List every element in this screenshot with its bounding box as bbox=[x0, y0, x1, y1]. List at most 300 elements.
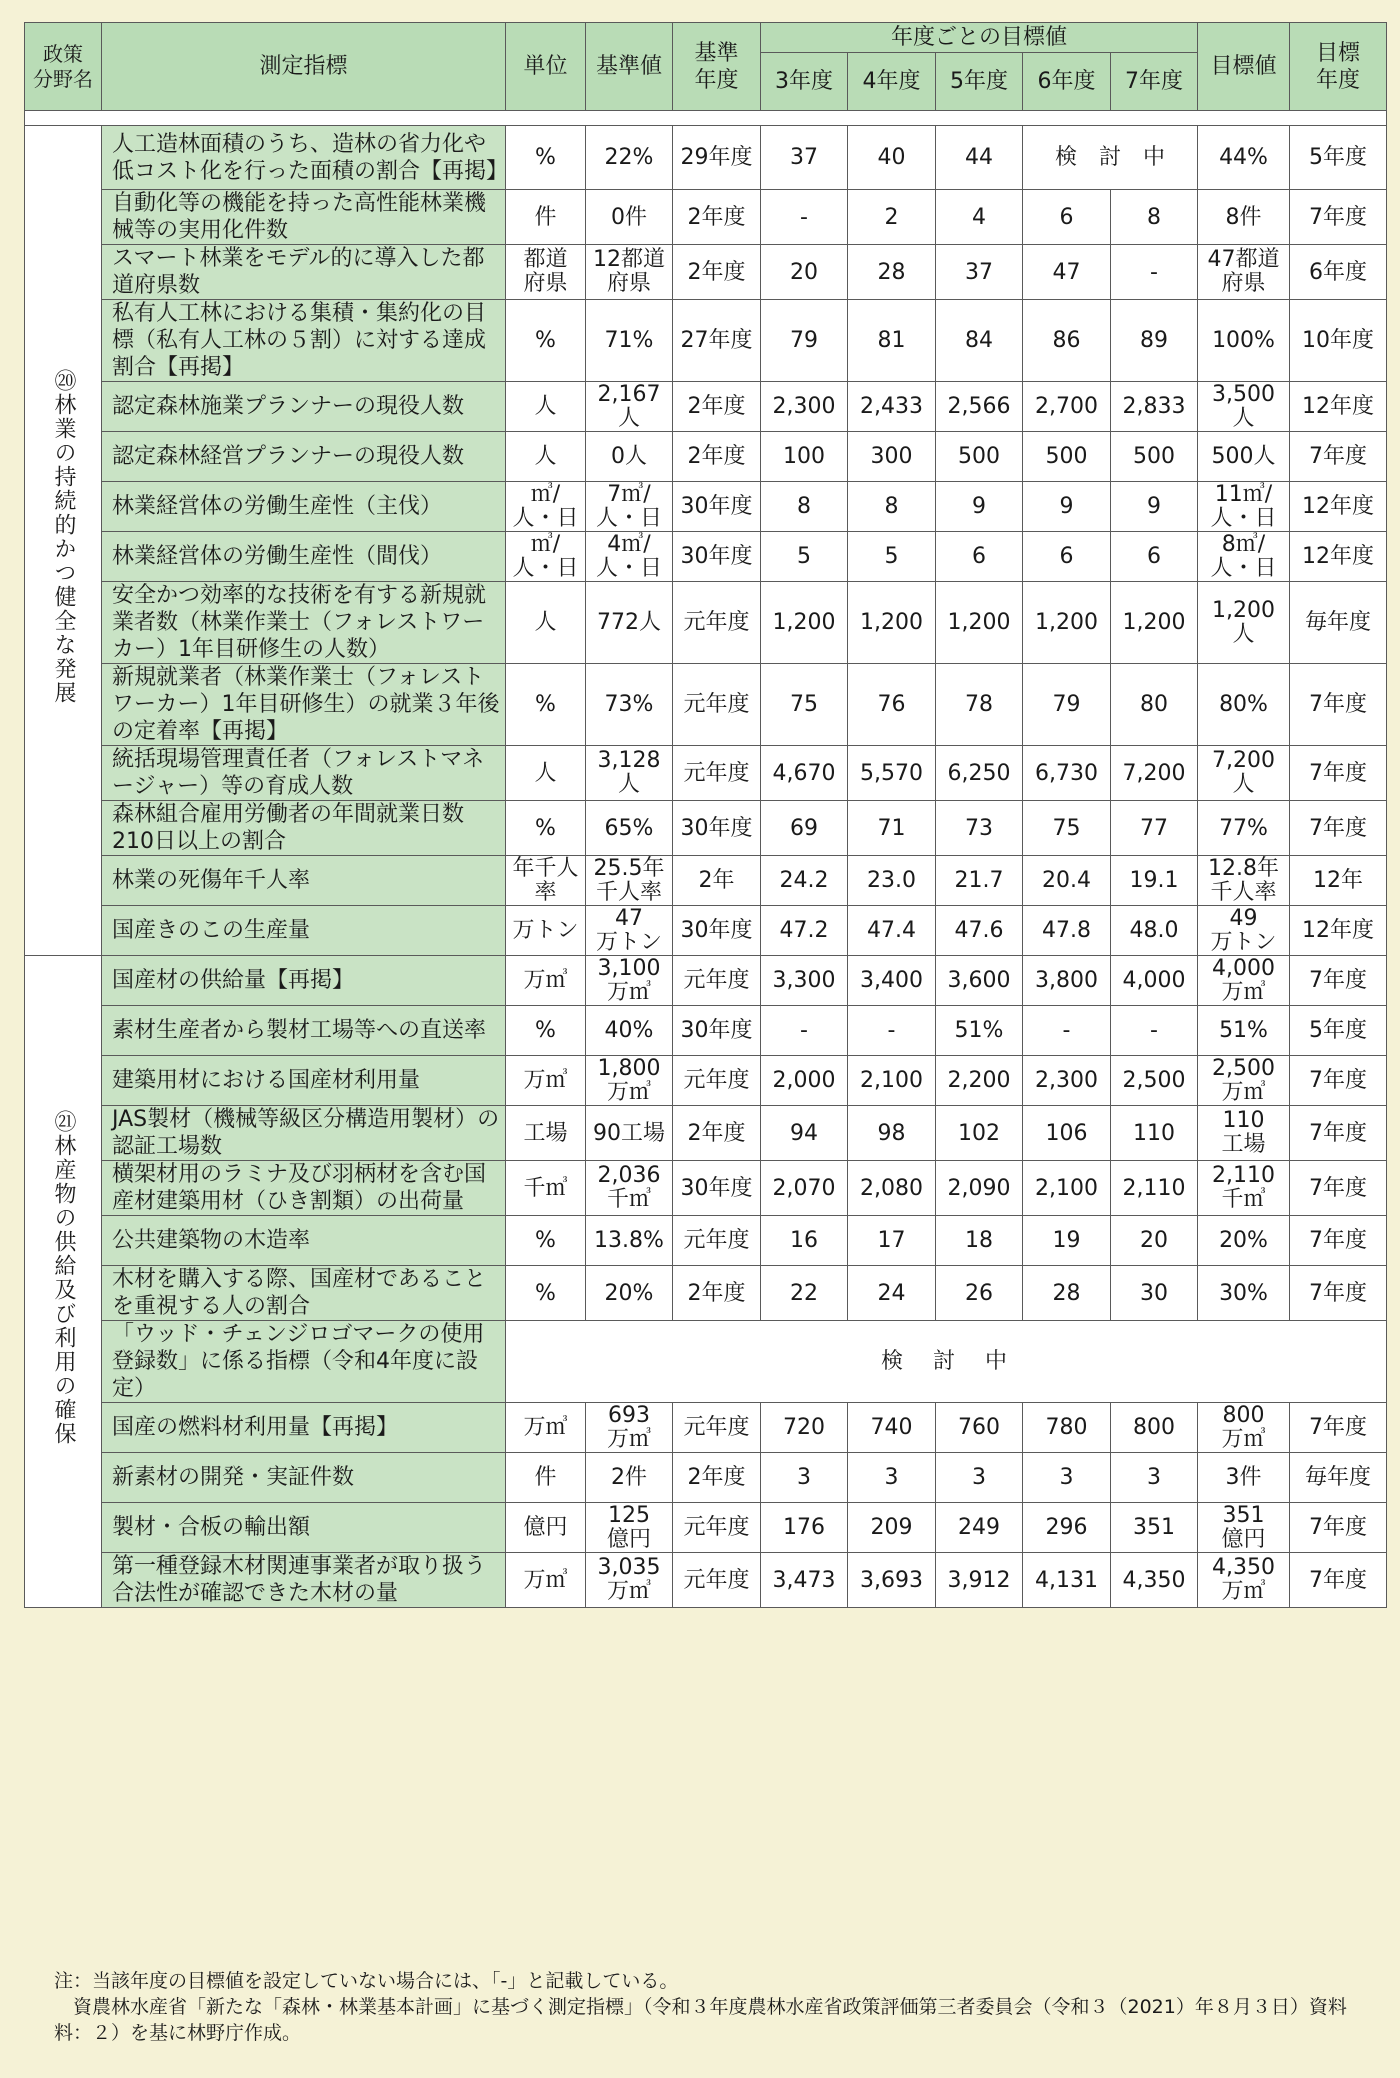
base-value-cell: 693 万㎥ bbox=[586, 1403, 673, 1453]
target-value-cell: 3,500 人 bbox=[1198, 382, 1290, 432]
year-5-cell: 9 bbox=[936, 482, 1023, 532]
base-value-cell: 4㎥/ 人・日 bbox=[586, 532, 673, 582]
header-base-value: 基準値 bbox=[586, 23, 673, 111]
table-row bbox=[25, 245, 1387, 300]
year-4-cell: 28 bbox=[848, 245, 936, 300]
policy-area-cell bbox=[25, 126, 102, 956]
target-year-cell: 7年度 bbox=[1290, 1056, 1387, 1106]
base-year-cell: 2年度 bbox=[673, 1106, 761, 1161]
target-value-cell: 2,500 万㎥ bbox=[1198, 1056, 1290, 1106]
table-row bbox=[25, 382, 1387, 432]
target-year-cell: 12年度 bbox=[1290, 532, 1387, 582]
target-value-cell: 2,110 千㎥ bbox=[1198, 1161, 1290, 1216]
unit-cell: 件 bbox=[506, 190, 586, 245]
table-row bbox=[25, 1216, 1387, 1266]
base-value-cell: 65% bbox=[586, 801, 673, 856]
unit-cell: 都道 府県 bbox=[506, 245, 586, 300]
year-6-cell: 19 bbox=[1023, 1216, 1111, 1266]
year-5-cell: 6,250 bbox=[936, 746, 1023, 801]
target-value-cell: 49 万トン bbox=[1198, 906, 1290, 956]
year-3-cell: 37 bbox=[761, 126, 848, 190]
table-row bbox=[25, 956, 1387, 1006]
year-6-cell: 780 bbox=[1023, 1403, 1111, 1453]
indicator-cell: 人工造林面積のうち、造林の省力化や低コスト化を行った面積の割合【再掲】 bbox=[102, 126, 506, 190]
indicator-cell: 林業の死傷年千人率 bbox=[102, 856, 506, 906]
year-4-cell: 300 bbox=[848, 432, 936, 482]
year-6-cell: 4,131 bbox=[1023, 1553, 1111, 1608]
year-5-cell: 760 bbox=[936, 1403, 1023, 1453]
year-4-cell: 2 bbox=[848, 190, 936, 245]
year-5-cell: 3,600 bbox=[936, 956, 1023, 1006]
year-6-cell: 500 bbox=[1023, 432, 1111, 482]
target-year-cell: 毎年度 bbox=[1290, 1453, 1387, 1503]
year-6-cell: 2,300 bbox=[1023, 1056, 1111, 1106]
unit-cell: ㎥/ 人・日 bbox=[506, 532, 586, 582]
target-year-cell: 7年度 bbox=[1290, 1403, 1387, 1453]
base-value-cell: 7㎥/ 人・日 bbox=[586, 482, 673, 532]
year-6-cell: 6 bbox=[1023, 190, 1111, 245]
base-value-cell: 3,035 万㎥ bbox=[586, 1553, 673, 1608]
year-5-cell: 78 bbox=[936, 664, 1023, 746]
unit-cell: % bbox=[506, 1216, 586, 1266]
base-year-cell: 27年度 bbox=[673, 300, 761, 382]
table-row bbox=[25, 300, 1387, 382]
base-year-cell: 30年度 bbox=[673, 1161, 761, 1216]
target-value-cell: 8㎥/ 人・日 bbox=[1198, 532, 1290, 582]
base-value-cell: 47 万トン bbox=[586, 906, 673, 956]
indicator-cell: 「ウッド・チェンジロゴマークの使用登録数」に係る指標（令和4年度に設定） bbox=[102, 1321, 506, 1403]
header-unit: 単位 bbox=[506, 23, 586, 111]
target-value-cell: 3件 bbox=[1198, 1453, 1290, 1503]
year-3-cell: 20 bbox=[761, 245, 848, 300]
year-7-cell: 800 bbox=[1111, 1403, 1198, 1453]
target-value-cell: 51% bbox=[1198, 1006, 1290, 1056]
year-4-cell: 47.4 bbox=[848, 906, 936, 956]
target-value-cell: 7,200 人 bbox=[1198, 746, 1290, 801]
year-6-cell: 106 bbox=[1023, 1106, 1111, 1161]
unit-cell: 億円 bbox=[506, 1503, 586, 1553]
target-year-cell: 7年度 bbox=[1290, 1161, 1387, 1216]
year-5-cell: 84 bbox=[936, 300, 1023, 382]
target-year-cell: 7年度 bbox=[1290, 1503, 1387, 1553]
year-5-cell: 249 bbox=[936, 1503, 1023, 1553]
unit-cell: 万㎥ bbox=[506, 1403, 586, 1453]
base-value-cell: 2件 bbox=[586, 1453, 673, 1503]
unit-cell: 人 bbox=[506, 582, 586, 664]
year-6-cell: 86 bbox=[1023, 300, 1111, 382]
year-7-cell: 3 bbox=[1111, 1453, 1198, 1503]
policy-area-label: ㉑林産物の供給及び利用の確保 bbox=[51, 1110, 76, 1446]
indicator-cell: 安全かつ効率的な技術を有する新規就業者数（林業作業士（フォレストワーカー）1年目研修生の人数） bbox=[102, 582, 506, 664]
year-6-cell: 3,800 bbox=[1023, 956, 1111, 1006]
year-7-cell: 4,000 bbox=[1111, 956, 1198, 1006]
indicator-cell: 新素材の開発・実証件数 bbox=[102, 1453, 506, 1503]
target-year-cell: 7年度 bbox=[1290, 664, 1387, 746]
target-year-cell: 7年度 bbox=[1290, 956, 1387, 1006]
indicator-cell: 建築用材における国産材利用量 bbox=[102, 1056, 506, 1106]
header-year-7: 7年度 bbox=[1111, 53, 1198, 111]
header-indicator: 測定指標 bbox=[102, 23, 506, 111]
year-7-cell: 9 bbox=[1111, 482, 1198, 532]
year-7-cell: 2,500 bbox=[1111, 1056, 1198, 1106]
target-value-cell: 20% bbox=[1198, 1216, 1290, 1266]
header-target-year: 目標 年度 bbox=[1290, 23, 1387, 111]
base-year-cell: 30年度 bbox=[673, 482, 761, 532]
base-value-cell: 22% bbox=[586, 126, 673, 190]
note-label: 注： bbox=[53, 1970, 92, 1992]
base-year-cell: 2年度 bbox=[673, 245, 761, 300]
target-value-cell: 11㎥/ 人・日 bbox=[1198, 482, 1290, 532]
year-7-cell: 8 bbox=[1111, 190, 1198, 245]
indicator-cell: 素材生産者から製材工場等への直送率 bbox=[102, 1006, 506, 1056]
indicator-cell: 林業経営体の労働生産性（間伐） bbox=[102, 532, 506, 582]
year-3-cell: 8 bbox=[761, 482, 848, 532]
table-row bbox=[25, 1106, 1387, 1161]
table-row bbox=[25, 1266, 1387, 1321]
indicator-cell: スマート林業をモデル的に導入した都道府県数 bbox=[102, 245, 506, 300]
header-spacer bbox=[25, 111, 1387, 126]
note-row bbox=[46, 1968, 1366, 1994]
year-7-cell: 6 bbox=[1111, 532, 1198, 582]
table-row bbox=[25, 190, 1387, 245]
base-value-cell: 772人 bbox=[586, 582, 673, 664]
target-year-cell: 5年度 bbox=[1290, 126, 1387, 190]
year-4-cell: 17 bbox=[848, 1216, 936, 1266]
year-5-cell: 102 bbox=[936, 1106, 1023, 1161]
table-row bbox=[25, 1056, 1387, 1106]
unit-cell: % bbox=[506, 801, 586, 856]
year-5-cell: 3 bbox=[936, 1453, 1023, 1503]
year-5-cell: 18 bbox=[936, 1216, 1023, 1266]
target-year-cell: 7年度 bbox=[1290, 801, 1387, 856]
year-7-cell: 80 bbox=[1111, 664, 1198, 746]
unit-cell: 万トン bbox=[506, 906, 586, 956]
unit-cell: ㎥/ 人・日 bbox=[506, 482, 586, 532]
target-value-cell: 8件 bbox=[1198, 190, 1290, 245]
base-year-cell: 29年度 bbox=[673, 126, 761, 190]
year-3-cell: 2,000 bbox=[761, 1056, 848, 1106]
merged-under-review-cell: 検 討 中 bbox=[506, 1321, 1387, 1403]
base-value-cell: 0件 bbox=[586, 190, 673, 245]
target-value-cell: 800 万㎥ bbox=[1198, 1403, 1290, 1453]
indicator-cell: 認定森林経営プランナーの現役人数 bbox=[102, 432, 506, 482]
base-year-cell: 2年 bbox=[673, 856, 761, 906]
target-year-cell: 毎年度 bbox=[1290, 582, 1387, 664]
target-year-cell: 12年度 bbox=[1290, 906, 1387, 956]
base-value-cell: 1,800 万㎥ bbox=[586, 1056, 673, 1106]
policy-area-cell bbox=[25, 956, 102, 1608]
table-row bbox=[25, 746, 1387, 801]
year-7-cell: 7,200 bbox=[1111, 746, 1198, 801]
unit-cell: % bbox=[506, 1006, 586, 1056]
year-5-cell: 73 bbox=[936, 801, 1023, 856]
target-value-cell: 1,200 人 bbox=[1198, 582, 1290, 664]
table-row bbox=[25, 532, 1387, 582]
target-value-cell: 30% bbox=[1198, 1266, 1290, 1321]
target-year-cell: 6年度 bbox=[1290, 245, 1387, 300]
base-year-cell: 元年度 bbox=[673, 1216, 761, 1266]
unit-cell: % bbox=[506, 126, 586, 190]
base-year-cell: 30年度 bbox=[673, 532, 761, 582]
year-4-cell: 2,080 bbox=[848, 1161, 936, 1216]
target-year-cell: 12年 bbox=[1290, 856, 1387, 906]
base-year-cell: 2年度 bbox=[673, 190, 761, 245]
base-value-cell: 90工場 bbox=[586, 1106, 673, 1161]
year-6-cell: 296 bbox=[1023, 1503, 1111, 1553]
base-value-cell: 2,167 人 bbox=[586, 382, 673, 432]
year-4-cell: 3,693 bbox=[848, 1553, 936, 1608]
policy-area-label: ⑳林業の持続的かつ健全な発展 bbox=[51, 369, 76, 705]
target-value-cell: 351 億円 bbox=[1198, 1503, 1290, 1553]
base-year-cell: 2年度 bbox=[673, 382, 761, 432]
table-row bbox=[25, 582, 1387, 664]
target-year-cell: 7年度 bbox=[1290, 1216, 1387, 1266]
indicator-cell: 国産の燃料材利用量【再掲】 bbox=[102, 1403, 506, 1453]
year-6-cell: 1,200 bbox=[1023, 582, 1111, 664]
year-3-cell: 5 bbox=[761, 532, 848, 582]
year-4-cell: 71 bbox=[848, 801, 936, 856]
table-row bbox=[25, 1321, 1387, 1403]
unit-cell: 人 bbox=[506, 746, 586, 801]
year-4-cell: 1,200 bbox=[848, 582, 936, 664]
target-value-cell: 4,350 万㎥ bbox=[1198, 1553, 1290, 1608]
table-row bbox=[25, 1006, 1387, 1056]
year-6-cell: 2,700 bbox=[1023, 382, 1111, 432]
year-5-cell: 47.6 bbox=[936, 906, 1023, 956]
year-5-cell: 2,566 bbox=[936, 382, 1023, 432]
target-year-cell: 10年度 bbox=[1290, 300, 1387, 382]
year-5-cell: 21.7 bbox=[936, 856, 1023, 906]
base-year-cell: 2年度 bbox=[673, 1266, 761, 1321]
base-year-cell: 元年度 bbox=[673, 1503, 761, 1553]
unit-cell: % bbox=[506, 300, 586, 382]
year-3-cell: 100 bbox=[761, 432, 848, 482]
year-4-cell: 8 bbox=[848, 482, 936, 532]
year-7-cell: 89 bbox=[1111, 300, 1198, 382]
target-value-cell: 100% bbox=[1198, 300, 1290, 382]
notes bbox=[46, 1968, 1366, 2046]
table-row bbox=[25, 432, 1387, 482]
indicator-table-body bbox=[25, 126, 1387, 1608]
year-3-cell: 22 bbox=[761, 1266, 848, 1321]
target-year-cell: 5年度 bbox=[1290, 1006, 1387, 1056]
base-value-cell: 2,036 千㎥ bbox=[586, 1161, 673, 1216]
table-row bbox=[25, 126, 1387, 190]
base-value-cell: 40% bbox=[586, 1006, 673, 1056]
header-year-6: 6年度 bbox=[1023, 53, 1111, 111]
year-4-cell: 40 bbox=[848, 126, 936, 190]
header-yearly-targets: 年度ごとの目標値 bbox=[761, 23, 1198, 53]
indicator-cell: 第一種登録木材関連事業者が取り扱う合法性が確認できた木材の量 bbox=[102, 1553, 506, 1608]
base-year-cell: 元年度 bbox=[673, 664, 761, 746]
year-6-cell: 3 bbox=[1023, 1453, 1111, 1503]
year-5-cell: 37 bbox=[936, 245, 1023, 300]
base-value-cell: 25.5年 千人率 bbox=[586, 856, 673, 906]
indicator-cell: 自動化等の機能を持った高性能林業機械等の実用化件数 bbox=[102, 190, 506, 245]
header-year-5: 5年度 bbox=[936, 53, 1023, 111]
year-4-cell: 740 bbox=[848, 1403, 936, 1453]
year-4-cell: 2,100 bbox=[848, 1056, 936, 1106]
unit-cell: 人 bbox=[506, 432, 586, 482]
year-4-cell: - bbox=[848, 1006, 936, 1056]
base-value-cell: 3,128 人 bbox=[586, 746, 673, 801]
indicator-table bbox=[24, 22, 1387, 1608]
year-5-cell: 2,090 bbox=[936, 1161, 1023, 1216]
year-5-cell: 1,200 bbox=[936, 582, 1023, 664]
target-year-cell: 12年度 bbox=[1290, 382, 1387, 432]
year-4-cell: 2,433 bbox=[848, 382, 936, 432]
unit-cell: % bbox=[506, 664, 586, 746]
year-4-cell: 24 bbox=[848, 1266, 936, 1321]
year-7-cell: 2,110 bbox=[1111, 1161, 1198, 1216]
base-year-cell: 30年度 bbox=[673, 906, 761, 956]
indicator-cell: 公共建築物の木造率 bbox=[102, 1216, 506, 1266]
year-4-cell: 81 bbox=[848, 300, 936, 382]
year-5-cell: 44 bbox=[936, 126, 1023, 190]
year-6-cell: 28 bbox=[1023, 1266, 1111, 1321]
unit-cell: 万㎥ bbox=[506, 1553, 586, 1608]
year-6-cell: - bbox=[1023, 1006, 1111, 1056]
year-3-cell: 75 bbox=[761, 664, 848, 746]
table-row bbox=[25, 482, 1387, 532]
target-value-cell: 500人 bbox=[1198, 432, 1290, 482]
year-3-cell: 79 bbox=[761, 300, 848, 382]
year-5-cell: 4 bbox=[936, 190, 1023, 245]
unit-cell: % bbox=[506, 1266, 586, 1321]
source-text: 農林水産省「新たな「森林・林業基本計画」に基づく測定指標」（令和３年度農林水産省政策評価第三者委員会（令和３（2021）年８月３日）資料２）を基に林野庁作成。 bbox=[92, 1996, 1347, 2044]
table-row bbox=[25, 664, 1387, 746]
note-text: 当該年度の目標値を設定していない場合には、「-」と記載している。 bbox=[92, 1970, 679, 1992]
indicator-cell: 木材を購入する際、国産材であることを重視する人の割合 bbox=[102, 1266, 506, 1321]
unit-cell: 万㎥ bbox=[506, 956, 586, 1006]
year-7-cell: 30 bbox=[1111, 1266, 1198, 1321]
year-7-cell: 1,200 bbox=[1111, 582, 1198, 664]
indicator-cell: 国産材の供給量【再掲】 bbox=[102, 956, 506, 1006]
year-3-cell: 176 bbox=[761, 1503, 848, 1553]
year-5-cell: 26 bbox=[936, 1266, 1023, 1321]
year-4-cell: 23.0 bbox=[848, 856, 936, 906]
base-value-cell: 3,100 万㎥ bbox=[586, 956, 673, 1006]
year-3-cell: 3,300 bbox=[761, 956, 848, 1006]
year-4-cell: 98 bbox=[848, 1106, 936, 1161]
table-row bbox=[25, 1161, 1387, 1216]
target-year-cell: 7年度 bbox=[1290, 1553, 1387, 1608]
year-6-cell: 47 bbox=[1023, 245, 1111, 300]
indicator-cell: 統括現場管理責任者（フォレストマネージャー）等の育成人数 bbox=[102, 746, 506, 801]
base-value-cell: 20% bbox=[586, 1266, 673, 1321]
base-year-cell: 元年度 bbox=[673, 582, 761, 664]
table-row bbox=[25, 801, 1387, 856]
merged-under-review-cell: 検 討 中 bbox=[1023, 126, 1198, 190]
year-6-cell: 20.4 bbox=[1023, 856, 1111, 906]
header-base-year: 基準 年度 bbox=[673, 23, 761, 111]
header-year-4: 4年度 bbox=[848, 53, 936, 111]
indicator-cell: 林業経営体の労働生産性（主伐） bbox=[102, 482, 506, 532]
source-label: 資料： bbox=[53, 1996, 92, 2044]
year-3-cell: 3 bbox=[761, 1453, 848, 1503]
indicator-table-container bbox=[24, 22, 1376, 1608]
year-3-cell: 69 bbox=[761, 801, 848, 856]
indicator-cell: JAS製材（機械等級区分構造用製材）の認証工場数 bbox=[102, 1106, 506, 1161]
unit-cell: 人 bbox=[506, 382, 586, 432]
base-value-cell: 0人 bbox=[586, 432, 673, 482]
year-7-cell: 77 bbox=[1111, 801, 1198, 856]
base-value-cell: 71% bbox=[586, 300, 673, 382]
year-3-cell: 47.2 bbox=[761, 906, 848, 956]
unit-cell: 工場 bbox=[506, 1106, 586, 1161]
indicator-cell: 製材・合板の輸出額 bbox=[102, 1503, 506, 1553]
year-7-cell: 110 bbox=[1111, 1106, 1198, 1161]
year-3-cell: - bbox=[761, 190, 848, 245]
base-value-cell: 125 億円 bbox=[586, 1503, 673, 1553]
year-5-cell: 500 bbox=[936, 432, 1023, 482]
base-year-cell: 30年度 bbox=[673, 1006, 761, 1056]
year-3-cell: 24.2 bbox=[761, 856, 848, 906]
header-target-value: 目標値 bbox=[1198, 23, 1290, 111]
table-row bbox=[25, 1453, 1387, 1503]
year-6-cell: 75 bbox=[1023, 801, 1111, 856]
year-5-cell: 3,912 bbox=[936, 1553, 1023, 1608]
year-3-cell: 1,200 bbox=[761, 582, 848, 664]
source-row bbox=[46, 1994, 1366, 2046]
year-7-cell: 351 bbox=[1111, 1503, 1198, 1553]
table-row bbox=[25, 1403, 1387, 1453]
target-year-cell: 7年度 bbox=[1290, 746, 1387, 801]
table-row bbox=[25, 1503, 1387, 1553]
target-year-cell: 7年度 bbox=[1290, 1106, 1387, 1161]
year-6-cell: 2,100 bbox=[1023, 1161, 1111, 1216]
year-4-cell: 5 bbox=[848, 532, 936, 582]
target-value-cell: 77% bbox=[1198, 801, 1290, 856]
base-year-cell: 2年度 bbox=[673, 432, 761, 482]
year-3-cell: 4,670 bbox=[761, 746, 848, 801]
base-value-cell: 12都道 府県 bbox=[586, 245, 673, 300]
target-year-cell: 7年度 bbox=[1290, 432, 1387, 482]
header-year-3: 3年度 bbox=[761, 53, 848, 111]
base-year-cell: 元年度 bbox=[673, 1553, 761, 1608]
header-policy-area: 政策 分野名 bbox=[25, 23, 102, 111]
year-4-cell: 3 bbox=[848, 1453, 936, 1503]
year-4-cell: 3,400 bbox=[848, 956, 936, 1006]
year-3-cell: - bbox=[761, 1006, 848, 1056]
target-value-cell: 4,000 万㎥ bbox=[1198, 956, 1290, 1006]
year-3-cell: 2,070 bbox=[761, 1161, 848, 1216]
base-year-cell: 2年度 bbox=[673, 1453, 761, 1503]
target-value-cell: 47都道 府県 bbox=[1198, 245, 1290, 300]
indicator-cell: 認定森林施業プランナーの現役人数 bbox=[102, 382, 506, 432]
base-year-cell: 元年度 bbox=[673, 746, 761, 801]
year-5-cell: 6 bbox=[936, 532, 1023, 582]
year-3-cell: 3,473 bbox=[761, 1553, 848, 1608]
indicator-cell: 国産きのこの生産量 bbox=[102, 906, 506, 956]
target-year-cell: 7年度 bbox=[1290, 190, 1387, 245]
year-7-cell: - bbox=[1111, 245, 1198, 300]
year-7-cell: 48.0 bbox=[1111, 906, 1198, 956]
year-7-cell: 500 bbox=[1111, 432, 1198, 482]
indicator-cell: 私有人工林における集積・集約化の目標（私有人工林の５割）に対する達成割合【再掲】 bbox=[102, 300, 506, 382]
unit-cell: 年千人 率 bbox=[506, 856, 586, 906]
year-5-cell: 2,200 bbox=[936, 1056, 1023, 1106]
year-6-cell: 47.8 bbox=[1023, 906, 1111, 956]
year-3-cell: 16 bbox=[761, 1216, 848, 1266]
unit-cell: 件 bbox=[506, 1453, 586, 1503]
indicator-cell: 新規就業者（林業作業士（フォレストワーカー）1年目研修生）の就業３年後の定着率【再掲】 bbox=[102, 664, 506, 746]
year-5-cell: 51% bbox=[936, 1006, 1023, 1056]
indicator-cell: 横架材用のラミナ及び羽柄材を含む国産材建築用材（ひき割類）の出荷量 bbox=[102, 1161, 506, 1216]
year-4-cell: 5,570 bbox=[848, 746, 936, 801]
year-7-cell: 19.1 bbox=[1111, 856, 1198, 906]
year-3-cell: 94 bbox=[761, 1106, 848, 1161]
